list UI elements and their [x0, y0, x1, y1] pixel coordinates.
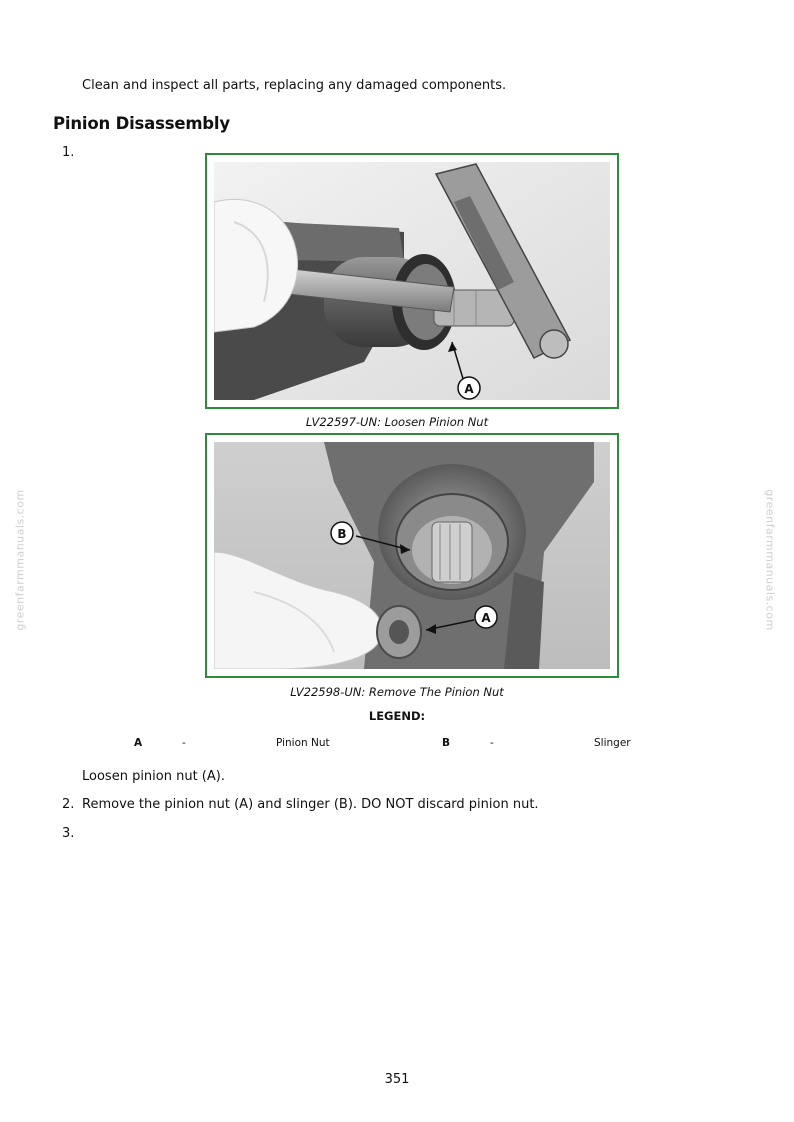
callout-b-label: B	[337, 527, 347, 541]
figure-1-caption: LV22597-UN: Loosen Pinion Nut	[305, 415, 489, 429]
legend-dash-a: -	[182, 737, 186, 749]
legend-value-b: Slinger	[594, 737, 631, 749]
watermark-left: greenfarmmanuals.com	[13, 489, 27, 631]
figure-2-caption: LV22598-UN: Remove The Pinion Nut	[290, 685, 504, 699]
step-2-text: Remove the pinion nut (A) and slinger (B). DO NOT discard pinion nut.	[82, 797, 539, 812]
section-title: Pinion Disassembly	[53, 114, 230, 133]
callout-a-label: A	[464, 382, 474, 396]
figure-loosen-pinion-nut	[205, 153, 619, 409]
callout-a2-label: A	[481, 611, 491, 625]
step-1-text: Loosen pinion nut (A).	[82, 769, 225, 784]
legend-title: LEGEND:	[368, 709, 426, 723]
legend-value-a: Pinion Nut	[276, 737, 330, 749]
page-number: 351	[384, 1072, 410, 1087]
legend-key-b: B	[442, 737, 451, 749]
step-2-number: 2.	[62, 797, 75, 812]
step-1-number: 1.	[62, 145, 75, 160]
photo-loosen-pinion-nut	[214, 162, 610, 400]
intro-paragraph: Clean and inspect all parts, replacing any damaged components.	[82, 78, 507, 93]
photo-remove-pinion-nut	[214, 442, 610, 669]
figure-remove-pinion-nut	[205, 433, 619, 678]
step-3-number: 3.	[62, 826, 75, 841]
legend-dash-b: -	[490, 737, 494, 749]
legend-key-a: A	[134, 737, 143, 749]
watermark-right: greenfarmmanuals.com	[763, 489, 777, 631]
